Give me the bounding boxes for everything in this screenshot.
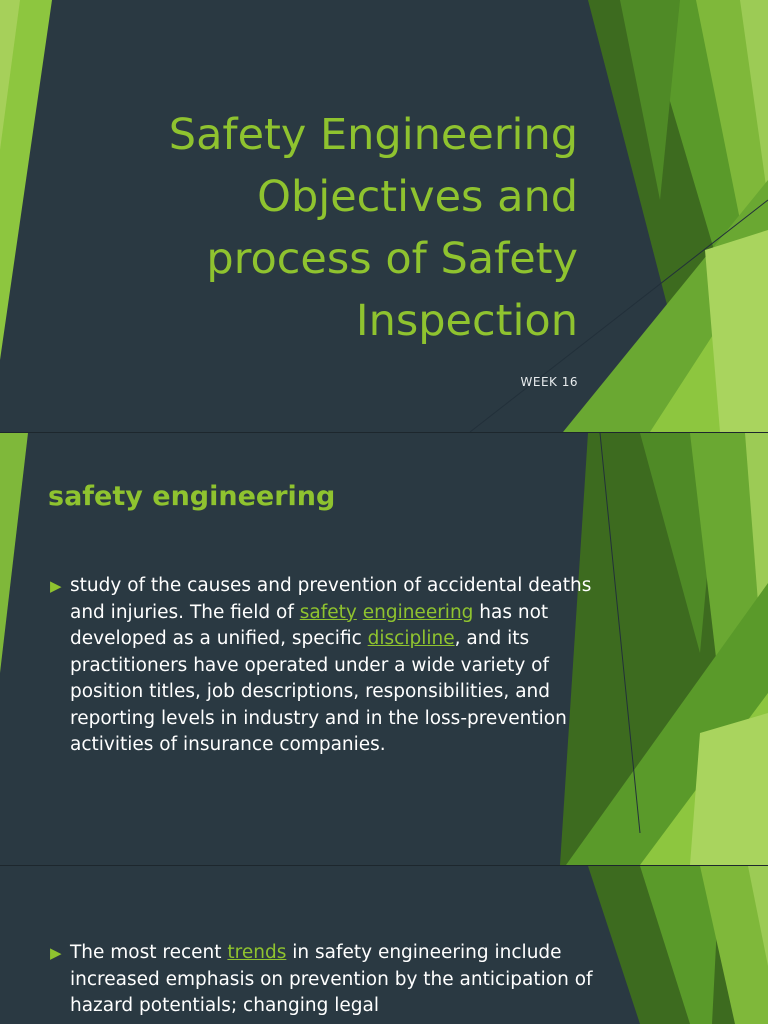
title-line: process of Safety — [206, 234, 578, 284]
slide-title — [58, 104, 578, 352]
link-discipline[interactable]: discipline — [367, 628, 455, 649]
bullet-item — [50, 573, 610, 759]
bullet-item — [50, 940, 610, 1020]
slide-subtitle: WEEK 16 — [520, 375, 578, 389]
bullet-text: The most recent trends in safety engineering include increased emphasis on prevention by the anticipation of hazard potentials; changing legal — [70, 942, 593, 1016]
content-slide — [0, 433, 768, 865]
link-trends[interactable]: trends — [227, 942, 287, 963]
bullet-marker-icon: ▶ — [50, 577, 62, 595]
title-line: Safety Engineering — [168, 110, 578, 160]
link-engineering[interactable]: engineering — [362, 601, 474, 623]
slide-heading: safety engineering — [48, 481, 336, 512]
content-slide — [0, 866, 768, 1024]
bullet-text: study of the causes and prevention of accidental deaths and injuries. The field of safety engineering has not developed as a unified, specific discipline, and its practitioners have operated under a wide variety of position titles, job descriptions, responsibilities, and reporting levels in industry and in the loss-prevention activities of insurance companies. — [70, 575, 592, 755]
link-safety[interactable]: safety — [299, 601, 357, 623]
title-slide — [0, 0, 768, 432]
title-line: Objectives and — [257, 172, 578, 222]
title-line: Inspection — [355, 296, 578, 346]
bullet-marker-icon: ▶ — [50, 944, 62, 962]
